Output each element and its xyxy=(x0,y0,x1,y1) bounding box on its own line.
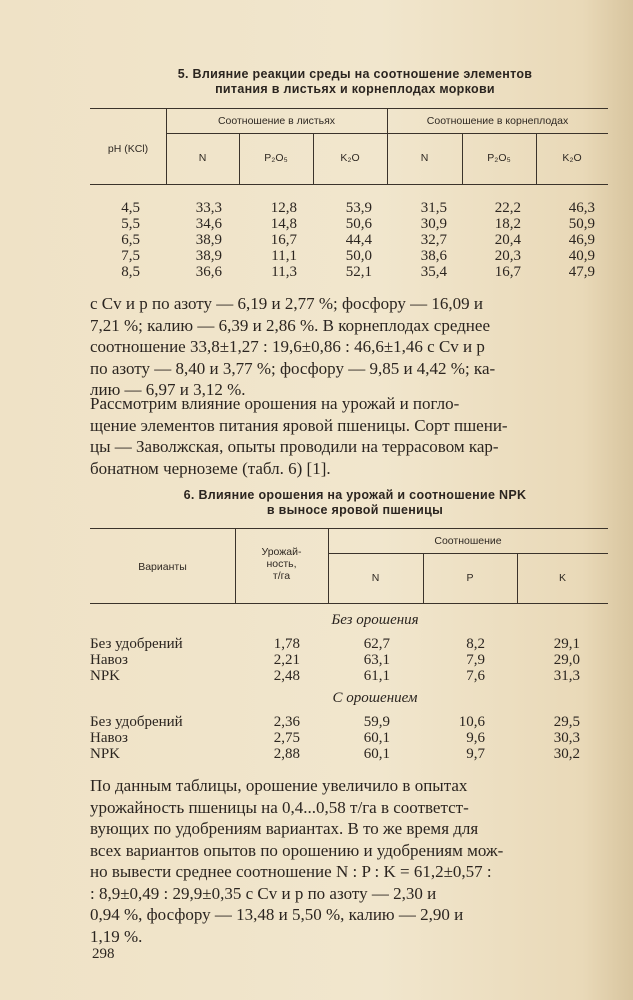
table6-cell-k: 30,3 xyxy=(553,730,580,746)
table5-ph: 8,5 xyxy=(121,264,140,280)
table6-col-variants: Варианты xyxy=(138,561,187,573)
table6-variant: Навоз xyxy=(90,730,128,746)
table6-section-no-irrigation: Без орошения xyxy=(331,612,419,628)
table6-cell-p: 7,6 xyxy=(466,668,485,684)
table6-cell-k: 29,5 xyxy=(553,714,580,730)
table5-cell: 36,6 xyxy=(195,264,222,280)
table5-col-header: N xyxy=(420,152,429,164)
table6-cell-p: 9,7 xyxy=(466,746,485,762)
table5-col-header: P₂O₅ xyxy=(487,152,511,164)
table5-cell: 35,4 xyxy=(420,264,447,280)
table5-cell: 12,8 xyxy=(270,200,297,216)
table6-yield: 1,78 xyxy=(273,636,300,652)
table5-cell: 30,9 xyxy=(420,216,447,232)
table5-cell: 14,8 xyxy=(270,216,297,232)
table5-group-roots: Соотношение в корнеплодах xyxy=(426,115,569,127)
table6-top-rule xyxy=(90,528,608,529)
table5-col-header: K₂O xyxy=(340,152,360,164)
table5-row-header: pH (KCl) xyxy=(107,143,149,155)
table6-cell-n: 60,1 xyxy=(363,746,390,762)
table5-ph: 6,5 xyxy=(121,232,140,248)
table6-header-bottom-rule xyxy=(90,603,608,604)
table5-cell: 22,2 xyxy=(494,200,521,216)
table5-cell: 18,2 xyxy=(494,216,521,232)
paragraph-3: По данным таблицы, орошение увеличило в опытах урожайность пшеницы на 0,4...0,58 т/га в соответст- вующих по удобрениям вариантах. В то же время для всех вариантов опытов по орошению и удобрениям мож- но вывести среднее соотношение N : P : K = 61,2±0,57 : : 8,9±0,49 : 29,9±0,35 с Cv и p по азоту — 2,30 и 0,94 %, фосфору — 13,48 и 5,50 %, калию — 2,90 и 1,19 %. xyxy=(90,776,504,946)
table6-yield: 2,75 xyxy=(273,730,300,746)
table6-cell-p: 9,6 xyxy=(466,730,485,746)
table6-variant: Навоз xyxy=(90,652,128,668)
table6-cell-k: 30,2 xyxy=(553,746,580,762)
table5-cell: 40,9 xyxy=(568,248,595,264)
paragraph-2: Рассмотрим влияние орошения на урожай и погло- щение элементов питания яровой пшеницы. Сорт пшени- цы — Заволжская, опыты проводили на террасовом кар- бонатном черноземе (табл. 6) [1]. xyxy=(90,394,508,478)
table6-cell-n: 63,1 xyxy=(363,652,390,668)
table5-cell: 38,6 xyxy=(420,248,447,264)
table5-cell: 47,9 xyxy=(568,264,595,280)
table6-yield: 2,48 xyxy=(273,668,300,684)
table5-cell: 11,1 xyxy=(271,248,297,264)
table6-cell-n: 62,7 xyxy=(363,636,390,652)
table5-cell: 32,7 xyxy=(420,232,447,248)
table6-col-header: P xyxy=(466,572,474,584)
table5-cell: 38,9 xyxy=(195,232,222,248)
table5-top-rule xyxy=(90,108,608,109)
table5-cell: 11,3 xyxy=(271,264,297,280)
table5-ph: 5,5 xyxy=(121,216,140,232)
table6-cell-p: 8,2 xyxy=(466,636,485,652)
table6-yield: 2,21 xyxy=(273,652,300,668)
table5-cell: 38,9 xyxy=(195,248,222,264)
table5-cell: 20,3 xyxy=(494,248,521,264)
table5-cell: 50,6 xyxy=(345,216,372,232)
table6-col-header: K xyxy=(558,572,566,584)
table6-cell-k: 29,0 xyxy=(553,652,580,668)
table5-ph: 4,5 xyxy=(121,200,140,216)
table5-cell: 46,3 xyxy=(568,200,595,216)
table6-cell-n: 59,9 xyxy=(363,714,390,730)
table5-cell: 20,4 xyxy=(494,232,521,248)
table6-caption-line2: в выносе яровой пшеницы xyxy=(266,503,444,517)
table6-cell-k: 29,1 xyxy=(553,636,580,652)
table5-cell: 50,0 xyxy=(345,248,372,264)
paragraph-1: с Cv и p по азоту — 6,19 и 2,77 %; фосфору — 16,09 и 7,21 %; калию — 6,39 и 2,86 %. В корнеплодах среднее соотношение 33,8±1,27 : 19,6±0,86 : 46,6±1,46 с Cv и p по азоту — 8,40 и 3,77 %; фосфору — 9,85 и 4,42 %; ка- лию — 6,97 и 3,12 %. xyxy=(90,294,496,399)
table6-section-irrigation: С орошением xyxy=(332,690,418,706)
table5-cell: 34,6 xyxy=(195,216,222,232)
table5-caption-line1: 5. Влияние реакции среды на соотношение элементов xyxy=(177,67,533,81)
table6-cell-n: 60,1 xyxy=(363,730,390,746)
table6-cell-p: 7,9 xyxy=(466,652,485,668)
table6-variant: NPK xyxy=(90,668,121,684)
table6-variant: NPK xyxy=(90,746,121,762)
table5-cell: 16,7 xyxy=(270,232,297,248)
table5-group-leaves: Соотношение в листьях xyxy=(217,115,336,127)
table6-caption-line1: 6. Влияние орошения на урожай и соотношение NPK xyxy=(183,488,527,502)
table5-cell: 31,5 xyxy=(420,200,447,216)
table6-group-ratio: Соотношение xyxy=(434,535,502,547)
table6-variant: Без удобрений xyxy=(90,636,183,652)
table6-cell-n: 61,1 xyxy=(363,668,390,684)
table5-ph: 7,5 xyxy=(121,248,140,264)
table5-col-header: P₂O₅ xyxy=(264,152,288,164)
table6-col-yield-2: ность, xyxy=(266,558,297,570)
table6-col-header: N xyxy=(371,572,380,584)
table5-cell: 50,9 xyxy=(568,216,595,232)
table5-col-header: K₂O xyxy=(562,152,582,164)
table5-header-bottom-rule xyxy=(90,184,608,185)
table5-col-header: N xyxy=(198,152,207,164)
table6-cell-k: 31,3 xyxy=(553,668,580,684)
table6-yield: 2,88 xyxy=(273,746,300,762)
table5-caption-line2: питания в листьях и корнеплодах моркови xyxy=(215,82,495,96)
table6-col-yield-3: т/га xyxy=(272,570,291,582)
table6-cell-p: 10,6 xyxy=(458,714,485,730)
table5-cell: 44,4 xyxy=(345,232,372,248)
table6-group-rule xyxy=(328,553,608,554)
table6-col-yield-1: Урожай- xyxy=(261,546,302,558)
table6-yield: 2,36 xyxy=(273,714,300,730)
page-number: 298 xyxy=(92,946,115,962)
table5-cell: 33,3 xyxy=(195,200,222,216)
table5-cell: 16,7 xyxy=(494,264,521,280)
table6-variant: Без удобрений xyxy=(90,714,183,730)
table5-cell: 52,1 xyxy=(345,264,372,280)
table5-cell: 53,9 xyxy=(345,200,372,216)
table5-cell: 46,9 xyxy=(568,232,595,248)
